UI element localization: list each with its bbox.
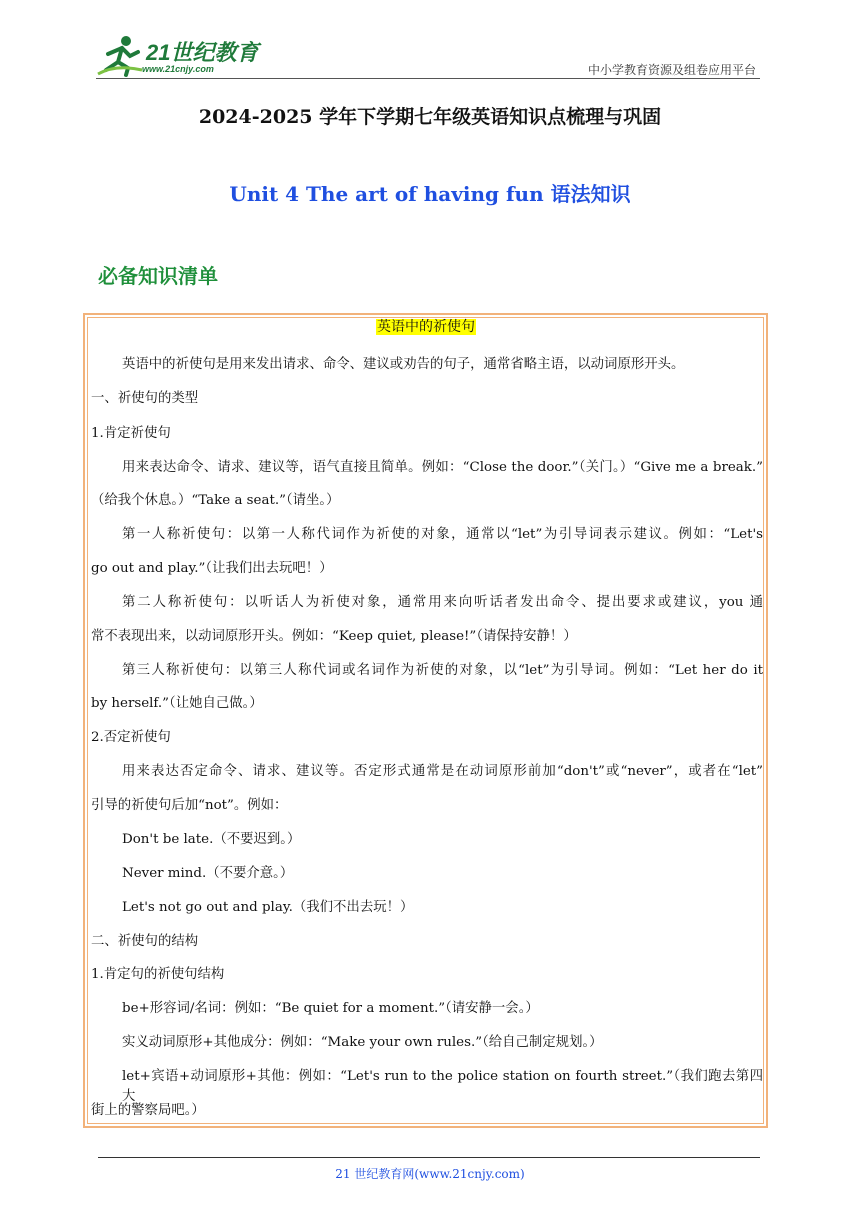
box-title-text: 英语中的祈使句: [377, 319, 475, 335]
text-line: 第一人称祈使句：以第一人称代词作为祈使的对象，通常以“let”为引导词表示建议。例如：“Let's: [122, 527, 763, 542]
text-line: 常不表现出来，以动词原形开头。例如：“Keep quiet, please!”（请保持安静！）: [91, 629, 577, 644]
text-line: 2.否定祈使句: [91, 730, 171, 745]
text-line: 引导的祈使句后加“not”。例如：: [91, 798, 288, 813]
header-divider: [96, 78, 760, 79]
text-line: let+宾语+动词原形+其他：例如：“Let's run to the police station on fourth street.”（我们跑去第四大: [122, 1069, 763, 1104]
runner-logo-icon: [96, 34, 144, 76]
text-line: 用来表达命令、请求、建议等，语气直接且简单。例如：“Close the door.”（关门。）“Give me a break.”: [122, 460, 763, 475]
text-line: be+形容词/名词：例如：“Be quiet for a moment.”（请安静一会。）: [122, 1001, 539, 1016]
footer-divider: [98, 1157, 760, 1158]
logo-url: www.21cnjy.com: [142, 64, 214, 74]
logo-text: 21世纪教育: [146, 40, 259, 65]
knowledge-box-title: [0, 316, 852, 336]
text-line: Don't be late.（不要迟到。）: [122, 832, 301, 847]
document-title: 2024-2025 学年下学期七年级英语知识点梳理与巩固: [198, 106, 662, 128]
section-heading: 必备知识清单: [98, 264, 218, 288]
header-tagline: 中小学教育资源及组卷应用平台: [587, 63, 756, 77]
text-line: 第二人称祈使句：以听话人为祈使对象，通常用来向听话者发出命令、提出要求或建议，you 通: [122, 595, 763, 610]
text-line: 一、祈使句的类型: [91, 391, 199, 406]
text-line: 实义动词原形+其他成分：例如：“Make your own rules.”（给自己制定规划。）: [122, 1035, 603, 1050]
text-line: Never mind.（不要介意。）: [122, 866, 294, 881]
text-line: 1.肯定祈使句: [91, 426, 171, 441]
footer-link[interactable]: 21 世纪教育网(www.21cnjy.com): [335, 1167, 525, 1181]
text-line: 第三人称祈使句：以第三人称代词或名词作为祈使的对象，以“let”为引导词。例如：“Let her do it: [122, 663, 763, 678]
document-subtitle: Unit 4 The art of having fun 语法知识: [229, 182, 631, 206]
site-logo[interactable]: [96, 34, 266, 78]
text-line: （给我个休息。）“Take a seat.”（请坐。）: [91, 493, 340, 508]
text-line: Let's not go out and play.（我们不出去玩！）: [122, 900, 414, 915]
text-line: 1.肯定句的祈使句结构: [91, 967, 225, 982]
text-line: go out and play.”（让我们出去玩吧！）: [91, 561, 333, 576]
page-header: [0, 0, 860, 82]
text-line: 街上的警察局吧。）: [91, 1103, 205, 1118]
text-line: 用来表达否定命令、请求、建议等。否定形式通常是在动词原形前加“don't”或“never”，或者在“let”: [122, 764, 763, 779]
text-line: 英语中的祈使句是用来发出请求、命令、建议或劝告的句子，通常省略主语，以动词原形开头。: [122, 357, 685, 372]
text-line: by herself.”（让她自己做。）: [91, 696, 263, 711]
text-line: 二、祈使句的结构: [91, 934, 199, 949]
